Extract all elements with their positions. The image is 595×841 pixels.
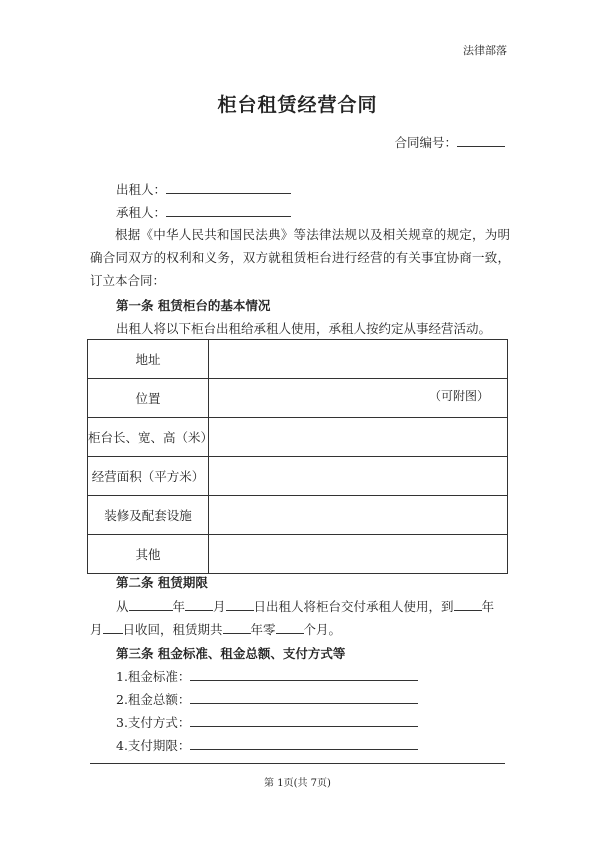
term-years-blank[interactable] [223, 621, 251, 634]
list-item-label: 2.租金总额： [116, 692, 191, 707]
end-year-blank[interactable] [454, 598, 482, 611]
start-day-blank[interactable] [226, 598, 254, 611]
end-month-blank[interactable] [103, 621, 123, 634]
list-item-label: 1.租金标准： [116, 669, 191, 684]
table-label: 位置 [88, 379, 209, 418]
article3-heading: 第三条 租金标准、租金总额、支付方式等 [116, 646, 346, 661]
table-label: 经营面积（平方米） [88, 457, 209, 496]
contract-number-blank[interactable] [457, 134, 505, 147]
list-item-label: 4.支付期限： [116, 738, 191, 753]
term-months-blank[interactable] [276, 621, 304, 634]
table-row [88, 496, 508, 535]
table-label: 装修及配套设施 [88, 496, 209, 535]
lessee-label: 承租人： [116, 205, 167, 220]
payment-method-line [116, 713, 418, 731]
page-number: 第 1页(共 7页) [264, 778, 331, 789]
rent-total-line [116, 690, 418, 708]
list-item-label: 3.支付方式： [116, 715, 191, 730]
term-text: 年零 [250, 622, 276, 637]
attach-map-note: （可附图） [428, 388, 489, 403]
premises-table [87, 339, 508, 574]
table-cell[interactable] [209, 340, 508, 379]
payment-deadline-blank[interactable] [190, 737, 418, 750]
term-text: 日出租人将柜台交付承租人使用，到 [253, 599, 454, 614]
intro-paragraph: 根据《中华人民共和国民法典》等法律法规以及相关规章的规定，为明确合同双方的权利和义务，双方就租赁柜台进行经营的有关事宜协商一致，订立本合同： [90, 227, 510, 288]
contract-number-label: 合同编号： [394, 135, 457, 150]
article2-heading: 第二条 租赁期限 [116, 575, 208, 590]
header-brand: 法律部落 [463, 44, 507, 57]
table-row [88, 340, 508, 379]
table-label: 地址 [88, 340, 209, 379]
document-title: 柜台租赁经营合同 [217, 94, 378, 116]
footer-divider [90, 763, 505, 764]
table-row [88, 418, 508, 457]
table-label: 其他 [88, 535, 209, 574]
table-row [88, 379, 508, 418]
term-text: 年 [481, 599, 495, 614]
rent-standard-blank[interactable] [190, 668, 418, 681]
rent-total-blank[interactable] [190, 691, 418, 704]
term-text: 月 [213, 599, 226, 614]
term-text: 日收回，租赁期共 [122, 622, 223, 637]
term-text: 个月。 [303, 622, 342, 637]
start-month-blank[interactable] [185, 598, 213, 611]
table-cell[interactable] [209, 535, 508, 574]
table-row [88, 535, 508, 574]
table-cell[interactable] [209, 496, 508, 535]
lessee-line [116, 203, 291, 221]
table-cell[interactable] [209, 457, 508, 496]
lessor-label: 出租人： [116, 182, 167, 197]
term-text: 从 [116, 599, 129, 614]
lessor-blank[interactable] [166, 181, 291, 194]
start-year-blank[interactable] [129, 598, 173, 611]
lessee-blank[interactable] [166, 204, 291, 217]
term-line-2 [90, 620, 341, 638]
table-label: 柜台长、宽、高（米） [88, 418, 209, 457]
table-cell[interactable] [209, 418, 508, 457]
table-row [88, 457, 508, 496]
table-cell[interactable] [209, 379, 508, 418]
payment-deadline-line [116, 736, 418, 754]
rent-standard-line [116, 667, 418, 685]
lessor-line [116, 180, 291, 198]
term-text: 年 [172, 599, 186, 614]
contract-number [394, 133, 505, 151]
term-line-1 [116, 597, 494, 615]
term-text: 月 [90, 622, 103, 637]
article1-text: 出租人将以下柜台出租给承租人使用，承租人按约定从事经营活动。 [116, 321, 492, 336]
article1-heading: 第一条 租赁柜台的基本情况 [116, 298, 271, 313]
payment-method-blank[interactable] [190, 714, 418, 727]
